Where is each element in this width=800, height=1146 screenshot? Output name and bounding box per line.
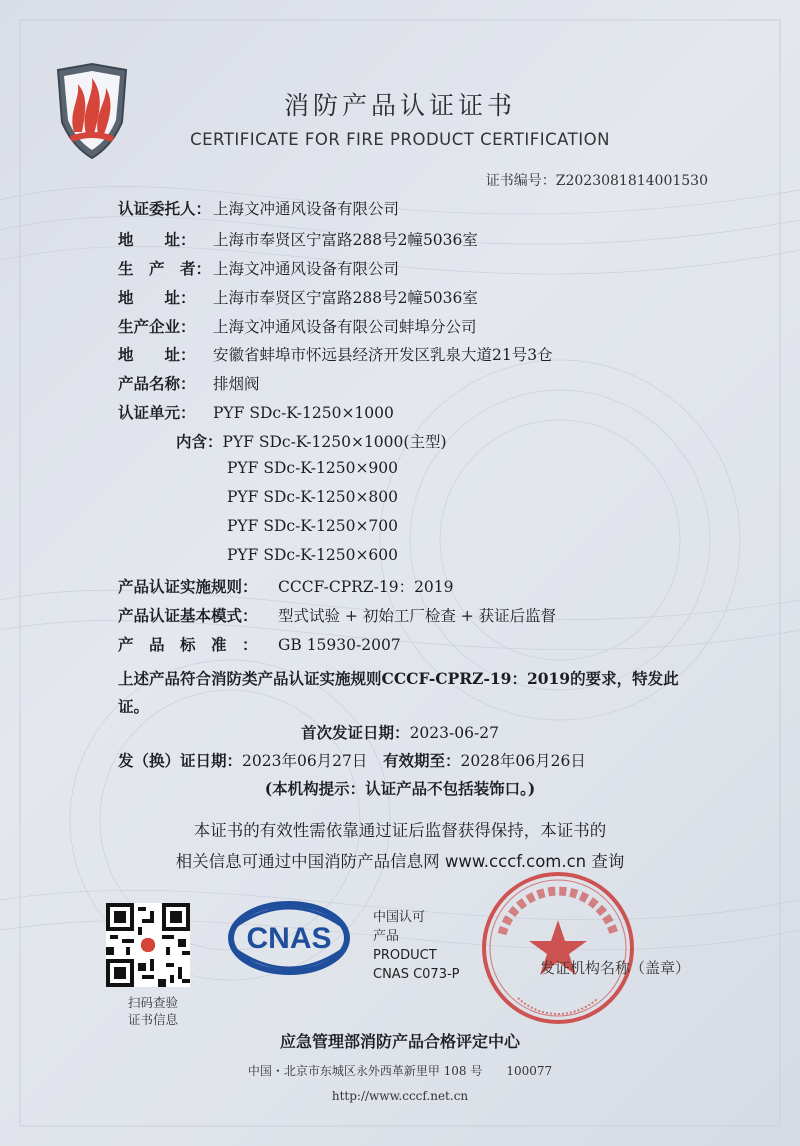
official-red-seal-icon — [478, 868, 638, 1028]
validity-note-line-1: 本证书的有效性需依靠通过证后监督获得保持，本证书的 — [193, 821, 607, 840]
contains-item-1: PYF SDc-K-1250×900 — [227, 459, 399, 477]
qr-caption-line-1: 扫码查验 — [127, 995, 178, 1010]
client-row — [118, 197, 399, 219]
cnas-line-3: PRODUCT — [373, 948, 437, 963]
organization-address: 中国・北京市东城区永外西革新里甲 108 号 100077 — [247, 1064, 553, 1078]
mode-label: 产品认证基本模式： — [118, 606, 258, 625]
valid-value: 2028年06月26日 — [460, 752, 586, 770]
rule-value: CCCF-CPRZ-19：2019 — [278, 578, 454, 596]
mode-value: 型式试验 + 初始工厂检查 + 获证后监督 — [278, 607, 557, 625]
cnas-line-2: 产品 — [373, 929, 400, 944]
standard-row — [118, 633, 401, 655]
qr-caption-line-2: 证书信息 — [127, 1012, 178, 1027]
issuing-organization: 应急管理部消防产品合格评定中心 — [279, 1032, 520, 1051]
unit-label: 认证单元： — [118, 403, 196, 422]
rule-row — [118, 575, 454, 597]
enterprise-row — [118, 315, 477, 337]
producer-label: 生 产 者： — [118, 259, 212, 278]
contains-item-0: PYF SDc-K-1250×1000(主型) — [222, 433, 447, 451]
cnas-line-1: 中国认可 — [373, 910, 426, 925]
cnas-logo-icon — [226, 898, 352, 978]
producer-value: 上海文冲通风设备有限公司 — [213, 260, 400, 278]
enterprise-address-value: 安徽省蚌埠市怀远县经济开发区乳泉大道21号3仓 — [213, 346, 553, 364]
product-row — [118, 372, 260, 394]
enterprise-address-row — [118, 343, 553, 365]
conformity-statement: 上述产品符合消防类产品认证实施规则CCCF-CPRZ-19：2019的要求，特发此证。 — [118, 669, 679, 716]
first-issue-date — [0, 721, 800, 743]
enterprise-value: 上海文冲通风设备有限公司蚌埠分公司 — [213, 318, 477, 336]
product-label: 产品名称： — [118, 374, 196, 393]
contains-row — [176, 430, 447, 452]
product-value: 排烟阀 — [213, 375, 260, 393]
enterprise-label: 生产企业： — [118, 317, 196, 336]
unit-row — [118, 401, 394, 423]
contains-item-2: PYF SDc-K-1250×800 — [227, 488, 399, 506]
enterprise-address-label: 地 址： — [118, 345, 196, 364]
cnas-logo-text: CNAS — [246, 922, 332, 955]
seal-caption: 发证机构名称（盖章） — [540, 959, 691, 977]
cnas-line-4: CNAS C073-P — [373, 967, 460, 982]
contains-item-3: PYF SDc-K-1250×700 — [227, 517, 399, 535]
mode-row — [118, 604, 556, 626]
client-address-label: 地 址： — [118, 230, 196, 249]
organization-url: http://www.cccf.net.cn — [331, 1089, 469, 1103]
standard-label: 产 品 标 准 ： — [118, 635, 258, 654]
cert-no-label: 证书编号： — [485, 173, 556, 189]
institution-notice: (本机构提示：认证产品不包括装饰口。) — [264, 779, 536, 798]
first-issue-value: 2023-06-27 — [409, 724, 499, 742]
rule-label: 产品认证实施规则： — [118, 577, 258, 596]
valid-label: 有效期至： — [382, 751, 461, 770]
producer-address-value: 上海市奉贤区宁富路288号2幢5036室 — [213, 289, 478, 307]
client-label: 认证委托人： — [118, 199, 212, 218]
cnas-accreditation-text — [373, 908, 460, 984]
validity-note-line-2: 相关信息可通过中国消防产品信息网 www.cccf.com.cn 查询 — [175, 852, 625, 871]
producer-address-row — [118, 286, 478, 308]
contains-item-4: PYF SDc-K-1250×600 — [227, 546, 399, 564]
producer-row — [118, 257, 399, 279]
issue-label: 发（换）证日期： — [118, 751, 243, 770]
qr-code-icon[interactable] — [106, 903, 190, 987]
certificate-title-cn: 消防产品认证证书 — [283, 91, 516, 120]
issue-value: 2023年06月27日 — [242, 752, 368, 770]
contains-label: 内含： — [176, 432, 223, 451]
first-issue-label: 首次发证日期： — [301, 723, 410, 742]
producer-address-label: 地 址： — [118, 288, 196, 307]
client-address-row — [118, 228, 478, 250]
client-value: 上海文冲通风设备有限公司 — [213, 200, 400, 218]
cert-no-value: Z2023081814001530 — [555, 173, 708, 189]
unit-value: PYF SDc-K-1250×1000 — [213, 404, 394, 422]
certificate-title-en: CERTIFICATE FOR FIRE PRODUCT CERTIFICATION — [190, 130, 610, 149]
standard-value: GB 15930-2007 — [278, 636, 401, 654]
issue-valid-row — [118, 749, 586, 771]
certificate-number — [486, 170, 708, 190]
client-address-value: 上海市奉贤区宁富路288号2幢5036室 — [213, 231, 478, 249]
